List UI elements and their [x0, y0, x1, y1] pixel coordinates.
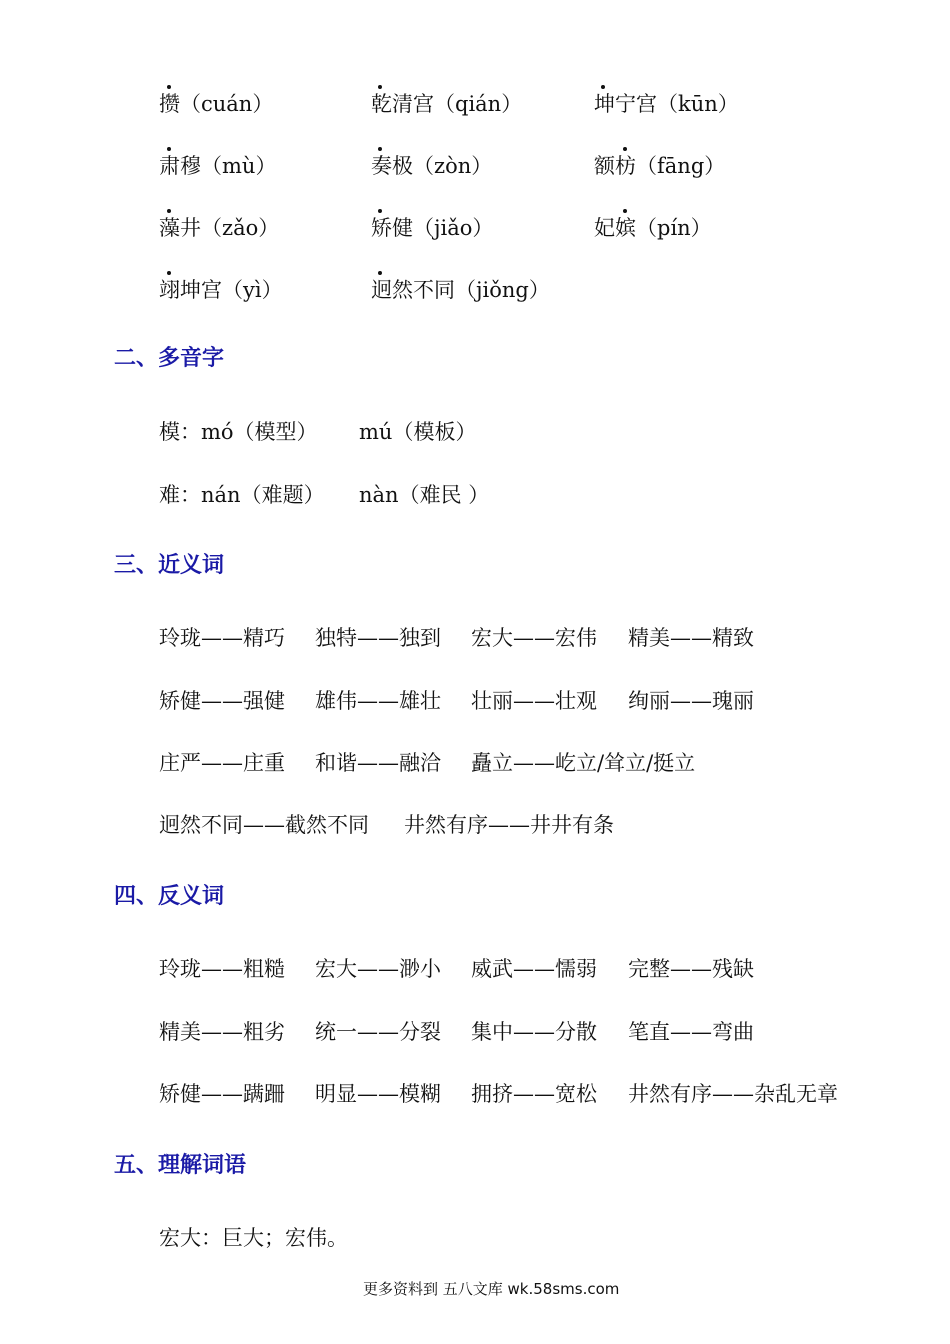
pronunciation-item: 矫健（jiǎo）	[371, 216, 494, 240]
antonym-pair: 玲珑——粗糙	[159, 957, 285, 981]
polyphone-item: nàn（难民 ）	[359, 483, 490, 507]
pronunciation-item: 额枋（fāng）	[594, 154, 726, 178]
antonym-pair: 统一——分裂	[315, 1020, 441, 1044]
antonym-pair: 完整——残缺	[628, 957, 754, 981]
synonym-pair: 宏大——宏伟	[471, 626, 597, 650]
emphasis-dot	[378, 147, 382, 151]
emphasis-dot	[378, 85, 382, 89]
antonym-pair: 明显——模糊	[315, 1082, 441, 1106]
synonym-pair: 独特——独到	[315, 626, 441, 650]
pronunciation-item: 乾清宫（qián）	[371, 92, 523, 116]
polyphone-item: 难：nán（难题）	[159, 483, 325, 507]
synonym-pair: 壮丽——壮观	[471, 689, 597, 713]
antonym-pair: 宏大——渺小	[315, 957, 441, 981]
antonym-pair: 矫健——蹒跚	[159, 1082, 285, 1106]
polyphone-item: 模：mó（模型）	[159, 420, 318, 444]
pronunciation-item: 迥然不同（jiǒng）	[371, 278, 550, 302]
emphasis-dot	[378, 271, 382, 275]
synonym-pair: 迥然不同——截然不同	[159, 813, 369, 837]
word-definition: 宏大：巨大；宏伟。	[159, 1226, 348, 1250]
pronunciation-item: 攒（cuán）	[159, 92, 274, 116]
emphasis-dot	[167, 85, 171, 89]
synonym-pair: 矗立——屹立/耸立/挺立	[471, 751, 696, 775]
emphasis-dot	[623, 209, 627, 213]
antonym-pair: 井然有序——杂乱无章	[628, 1082, 838, 1106]
antonym-pair: 精美——粗劣	[159, 1020, 285, 1044]
pronunciation-item: 肃穆（mù）	[159, 154, 277, 178]
section-heading-synonyms: 三、近义词	[114, 553, 225, 578]
emphasis-dot	[167, 271, 171, 275]
antonym-pair: 笔直——弯曲	[628, 1020, 754, 1044]
pronunciation-item: 藻井（zǎo）	[159, 216, 280, 240]
synonym-pair: 雄伟——雄壮	[315, 689, 441, 713]
footer-note: 更多资料到 五八文库 wk.58sms.com	[363, 1280, 620, 1298]
antonym-pair: 集中——分散	[471, 1020, 597, 1044]
emphasis-dot	[167, 147, 171, 151]
pronunciation-item: 奏极（zòn）	[371, 154, 493, 178]
synonym-pair: 庄严——庄重	[159, 751, 285, 775]
polyphone-item: mú（模板）	[359, 420, 477, 444]
synonym-pair: 精美——精致	[628, 626, 754, 650]
pronunciation-item: 坤宁宫（kūn）	[594, 92, 739, 116]
synonym-pair: 绚丽——瑰丽	[628, 689, 754, 713]
emphasis-dot	[378, 209, 382, 213]
emphasis-dot	[623, 147, 627, 151]
antonym-pair: 威武——懦弱	[471, 957, 597, 981]
section-heading-meaning: 五、理解词语	[114, 1153, 247, 1178]
synonym-pair: 矫健——强健	[159, 689, 285, 713]
pronunciation-item: 翊坤宫（yì）	[159, 278, 283, 302]
section-heading-polyphone: 二、多音字	[114, 346, 225, 371]
synonym-pair: 和谐——融洽	[315, 751, 441, 775]
pronunciation-item: 妃嫔（pín）	[594, 216, 712, 240]
section-heading-antonyms: 四、反义词	[114, 884, 225, 909]
synonym-pair: 井然有序——井井有条	[404, 813, 614, 837]
antonym-pair: 拥挤——宽松	[471, 1082, 597, 1106]
synonym-pair: 玲珑——精巧	[159, 626, 285, 650]
emphasis-dot	[167, 209, 171, 213]
emphasis-dot	[601, 85, 605, 89]
